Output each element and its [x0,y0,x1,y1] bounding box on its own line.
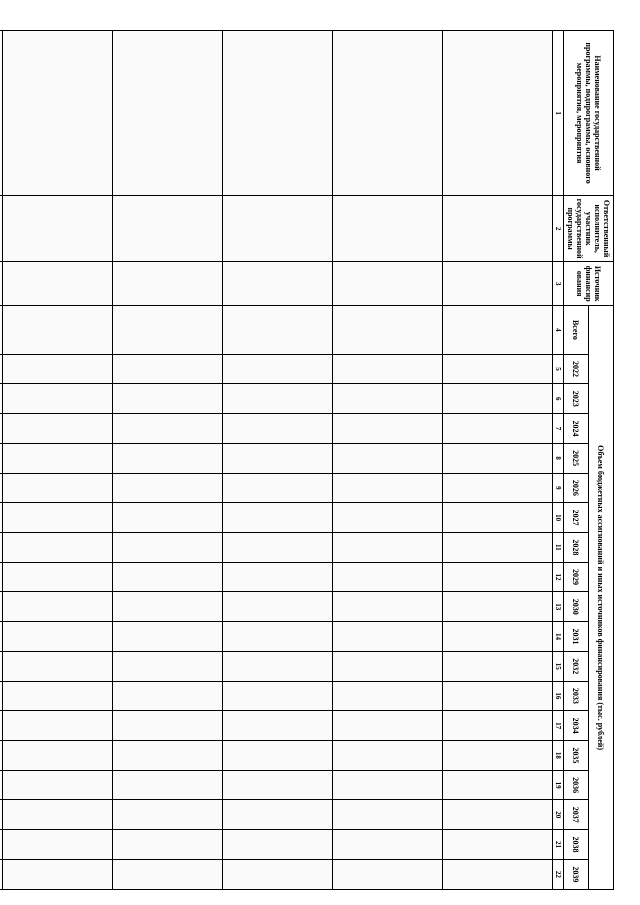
header-year: 2038 [564,830,589,860]
row-year-value [113,562,223,592]
row-year-value [3,800,113,830]
row-year-value [443,770,553,800]
row-year-value [223,532,333,562]
row-year-value [3,622,113,652]
row-year-value [333,384,443,414]
funding-table [0,30,614,890]
row-year-value [333,859,443,889]
table-row [113,31,223,890]
row-name [113,31,223,196]
row-year-value [223,592,333,622]
row-year-value [333,740,443,770]
row-year-value [443,830,553,860]
row-year-value [223,830,333,860]
header-year: 2032 [564,651,589,681]
row-year-value [333,711,443,741]
row-year-value [0,503,3,533]
row-year-value [3,770,113,800]
row-year-value [223,770,333,800]
rotated-table-wrapper [0,30,614,890]
column-number: 9 [553,473,564,503]
column-number: 2 [553,196,564,262]
row-executor [3,196,113,262]
header-source: Источник финансирования [564,262,614,306]
row-year-value [443,711,553,741]
row-year-value [443,532,553,562]
row-name [0,31,3,196]
row-year-value [443,800,553,830]
row-year-value [333,473,443,503]
row-year-value [0,473,3,503]
row-year-value [333,503,443,533]
row-year-value [3,651,113,681]
table-row [223,31,333,890]
row-year-value [3,859,113,889]
row-total [113,306,223,354]
table-row [3,31,113,890]
row-source [0,262,3,306]
row-name [223,31,333,196]
column-number: 11 [553,532,564,562]
row-year-value [113,800,223,830]
table-body [0,31,553,890]
header-year: 2030 [564,592,589,622]
row-source [113,262,223,306]
row-total [223,306,333,354]
row-year-value [113,414,223,444]
header-year: 2023 [564,384,589,414]
row-year-value [113,770,223,800]
column-number: 4 [553,306,564,354]
row-year-value [333,800,443,830]
row-year-value [443,740,553,770]
row-year-value [3,711,113,741]
row-executor [223,196,333,262]
row-year-value [3,562,113,592]
column-number-row [553,31,564,890]
row-year-value [113,592,223,622]
row-year-value [0,800,3,830]
row-year-value [333,532,443,562]
row-year-value [443,443,553,473]
row-year-value [333,681,443,711]
row-year-value [0,414,3,444]
row-year-value [113,681,223,711]
row-year-value [113,503,223,533]
row-year-value [3,354,113,384]
row-year-value [333,414,443,444]
header-year: 2034 [564,711,589,741]
row-year-value [333,830,443,860]
row-year-value [223,443,333,473]
header-year: 2039 [564,859,589,889]
header-name: Наименование государственной программы, подпрограммы, основного мероприятия, мероприятия [564,31,614,196]
header-year: 2028 [564,532,589,562]
row-year-value [223,562,333,592]
row-total [333,306,443,354]
row-year-value [113,443,223,473]
table-header [553,31,614,890]
column-number: 14 [553,622,564,652]
row-year-value [0,592,3,622]
row-source [443,262,553,306]
row-year-value [223,800,333,830]
header-year: 2036 [564,770,589,800]
row-year-value [443,859,553,889]
row-year-value [223,473,333,503]
row-year-value [443,414,553,444]
row-total [0,306,3,354]
row-year-value [223,859,333,889]
row-year-value [0,740,3,770]
header-year: 2029 [564,562,589,592]
column-number: 6 [553,384,564,414]
row-name [3,31,113,196]
row-year-value [223,681,333,711]
row-year-value [0,622,3,652]
row-name [333,31,443,196]
column-number: 19 [553,770,564,800]
header-executor: Ответственный исполнитель, участник государственной программы [564,196,614,262]
row-year-value [113,532,223,562]
row-year-value [113,830,223,860]
column-number: 15 [553,651,564,681]
row-name [443,31,553,196]
column-number: 16 [553,681,564,711]
header-funding: Объем бюджетных ассигнований и иных источников финансирования (тыс. рублей) [589,306,614,890]
column-number: 18 [553,740,564,770]
row-total [3,306,113,354]
column-number: 1 [553,31,564,196]
row-year-value [3,740,113,770]
column-number: 10 [553,503,564,533]
column-number: 20 [553,800,564,830]
row-year-value [3,503,113,533]
row-year-value [443,473,553,503]
row-year-value [223,414,333,444]
row-year-value [443,622,553,652]
row-year-value [113,384,223,414]
header-year: 2027 [564,503,589,533]
row-year-value [443,384,553,414]
row-year-value [0,562,3,592]
row-year-value [113,859,223,889]
row-year-value [333,651,443,681]
row-year-value [0,651,3,681]
row-year-value [0,830,3,860]
column-number: 8 [553,443,564,473]
header-total: Всего [564,306,589,354]
row-year-value [3,443,113,473]
row-year-value [223,354,333,384]
header-year: 2025 [564,443,589,473]
row-year-value [113,473,223,503]
row-year-value [223,503,333,533]
row-year-value [333,622,443,652]
row-year-value [113,354,223,384]
row-total [443,306,553,354]
header-year: 2037 [564,800,589,830]
row-year-value [333,592,443,622]
row-year-value [3,414,113,444]
header-year: 2024 [564,414,589,444]
row-source [3,262,113,306]
row-executor [113,196,223,262]
row-year-value [0,354,3,384]
row-year-value [0,711,3,741]
row-executor [0,196,3,262]
column-number: 5 [553,354,564,384]
column-number: 22 [553,859,564,889]
column-number: 3 [553,262,564,306]
row-year-value [0,443,3,473]
row-year-value [223,651,333,681]
row-year-value [113,651,223,681]
column-number: 7 [553,414,564,444]
row-year-value [3,592,113,622]
row-year-value [443,503,553,533]
row-year-value [3,473,113,503]
row-year-value [443,562,553,592]
row-year-value [0,770,3,800]
row-year-value [223,384,333,414]
row-year-value [333,770,443,800]
row-year-value [3,681,113,711]
row-year-value [333,443,443,473]
row-year-value [113,740,223,770]
row-year-value [443,681,553,711]
row-source [223,262,333,306]
row-executor [333,196,443,262]
header-year: 2026 [564,473,589,503]
column-number: 13 [553,592,564,622]
row-year-value [0,532,3,562]
row-year-value [223,740,333,770]
row-year-value [0,681,3,711]
row-year-value [443,592,553,622]
header-year: 2031 [564,622,589,652]
row-year-value [113,622,223,652]
row-year-value [333,562,443,592]
column-number: 17 [553,711,564,741]
column-number: 21 [553,830,564,860]
table-row [443,31,553,890]
header-year: 2035 [564,740,589,770]
table-row [0,31,3,890]
row-year-value [223,711,333,741]
row-source [333,262,443,306]
column-number: 12 [553,562,564,592]
table-row [333,31,443,890]
header-year: 2033 [564,681,589,711]
row-year-value [223,622,333,652]
row-year-value [0,859,3,889]
header-year: 2022 [564,354,589,384]
row-executor [443,196,553,262]
row-year-value [3,830,113,860]
row-year-value [443,651,553,681]
row-year-value [3,384,113,414]
row-year-value [113,711,223,741]
row-year-value [443,354,553,384]
row-year-value [3,532,113,562]
row-year-value [333,354,443,384]
row-year-value [0,384,3,414]
